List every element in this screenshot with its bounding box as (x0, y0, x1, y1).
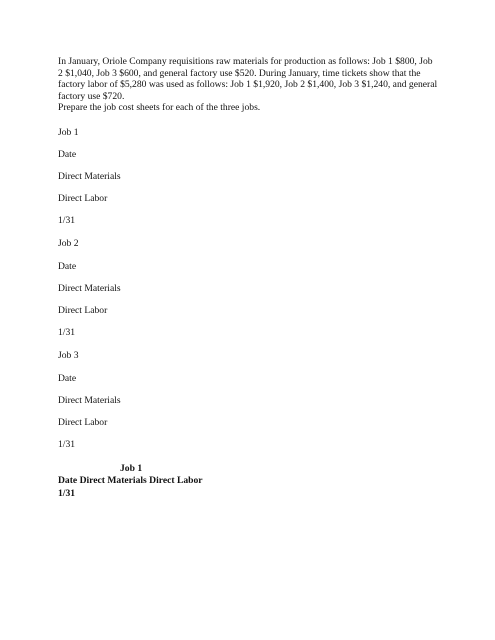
problem-intro: In January, Oriole Company requisitions raw materials for production as follows: Job 1 $800, Job 2 $1,040, Job 3 $600, and general factory use $520. During January, time tickets show that the factory labor of $5,280 was used as follows: Job 1 $1,920, Job 2 $1,400, Job 3 $1,240, and general factory use $720. (58, 56, 438, 102)
job-2-date-label: Date (58, 261, 77, 272)
job-2-direct-materials-label: Direct Materials (58, 283, 121, 294)
summary-header-row: Date Direct Materials Direct Labor (58, 475, 203, 486)
summary-date-value: 1/31 (58, 488, 76, 499)
job-3-title: Job 3 (58, 350, 79, 361)
job-1-date-value: 1/31 (58, 215, 76, 226)
job-1-direct-labor-label: Direct Labor (58, 193, 108, 204)
job-3-date-label: Date (58, 373, 77, 384)
job-1-date-label: Date (58, 149, 77, 160)
job-3-direct-materials-label: Direct Materials (58, 395, 121, 406)
job-2-date-value: 1/31 (58, 327, 76, 338)
job-3-direct-labor-label: Direct Labor (58, 417, 108, 428)
problem-statement (58, 56, 438, 114)
job-2-direct-labor-label: Direct Labor (58, 305, 108, 316)
problem-instruction: Prepare the job cost sheets for each of the three jobs. (58, 102, 261, 114)
summary-job-title: Job 1 (120, 463, 143, 474)
job-3-date-value: 1/31 (58, 439, 76, 450)
job-1-direct-materials-label: Direct Materials (58, 171, 121, 182)
job-1-title: Job 1 (58, 127, 79, 138)
job-2-title: Job 2 (58, 238, 79, 249)
